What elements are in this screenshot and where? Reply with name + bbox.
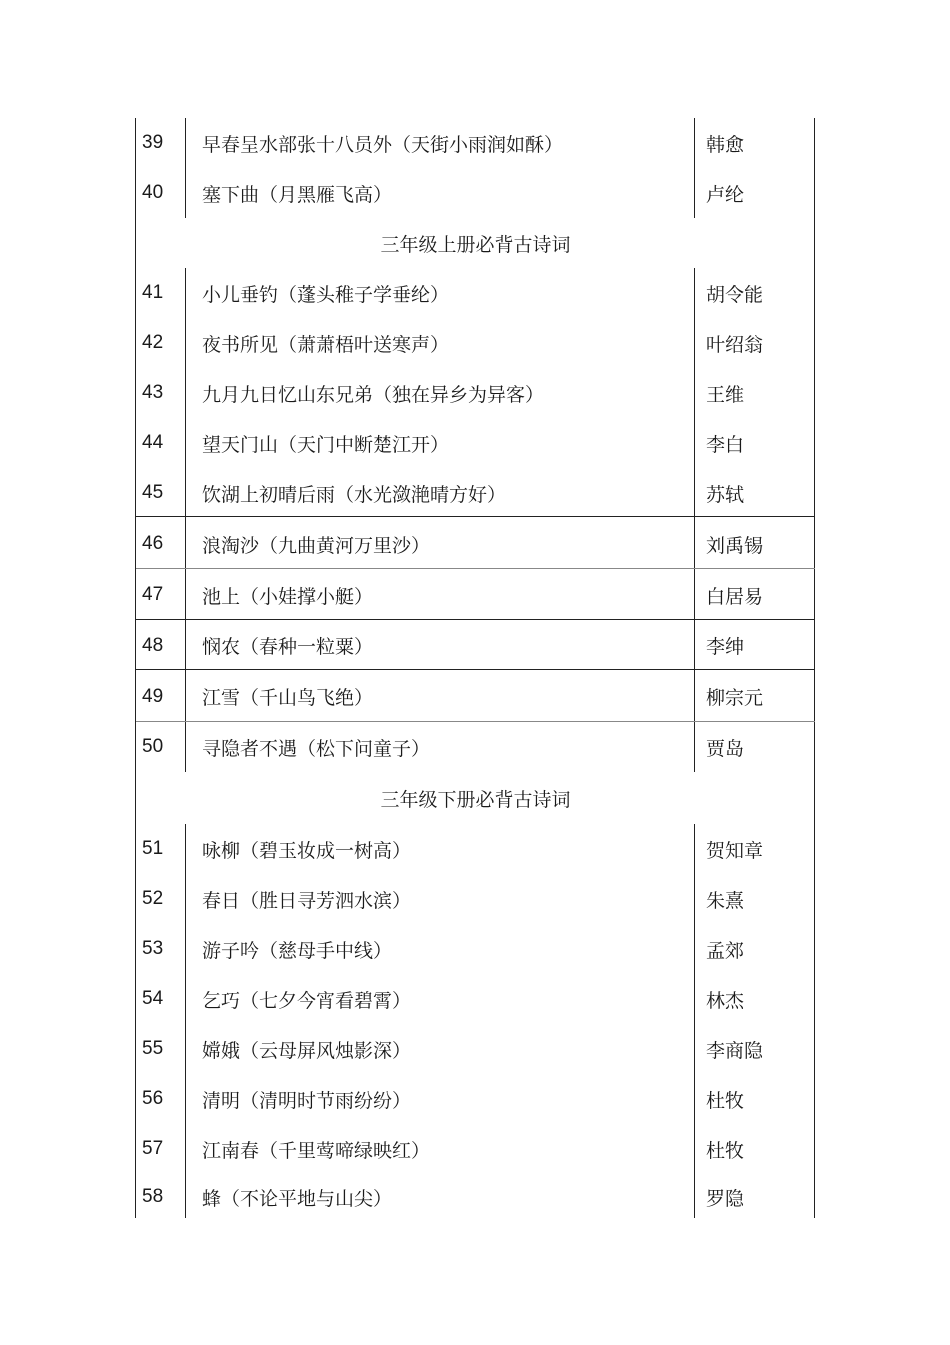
poem-author: 刘禹锡 <box>706 534 764 557</box>
poem-number: 53 <box>142 938 164 959</box>
poem-title: 江雪（千山鸟飞绝） <box>202 687 374 709</box>
poem-author: 李商隐 <box>706 1039 764 1062</box>
poem-number: 47 <box>142 584 164 605</box>
poem-number: 56 <box>142 1088 164 1109</box>
poem-title: 饮湖上初晴后雨（水光潋滟晴方好） <box>202 483 507 506</box>
table-border <box>185 824 186 1218</box>
table-row <box>136 1024 815 1074</box>
table-border <box>136 669 815 670</box>
poem-number: 49 <box>142 685 164 707</box>
table-row <box>136 974 815 1024</box>
poem-author: 柳宗元 <box>706 687 764 709</box>
poem-number: 41 <box>142 282 164 303</box>
poem-title: 寻隐者不遇（松下问童子） <box>202 737 431 760</box>
poem-number: 50 <box>142 736 164 757</box>
poem-title: 早春呈水部张十八员外（天街小雨润如酥） <box>202 133 564 156</box>
poem-title: 蜂（不论平地与山尖） <box>202 1187 393 1210</box>
poem-title: 清明（清明时节雨纷纷） <box>202 1089 412 1112</box>
poem-number: 51 <box>142 838 164 859</box>
table-border <box>694 118 695 218</box>
poem-number: 54 <box>142 988 164 1009</box>
table-row <box>136 570 815 620</box>
poem-title: 江南春（千里莺啼绿映红） <box>202 1139 431 1162</box>
table-border <box>694 268 695 772</box>
poem-author: 叶绍翁 <box>706 333 764 356</box>
poem-author: 朱熹 <box>706 889 745 912</box>
poem-number: 39 <box>142 132 164 153</box>
poem-number: 43 <box>142 382 164 403</box>
poem-author: 李白 <box>706 433 745 456</box>
poem-author: 王维 <box>706 383 745 406</box>
poem-number: 46 <box>142 533 164 554</box>
poem-number: 52 <box>142 888 164 909</box>
table-row <box>136 368 815 418</box>
poem-author: 贾岛 <box>706 737 745 760</box>
poem-author: 白居易 <box>706 585 764 608</box>
poem-title: 夜书所见（萧萧梧叶送寒声） <box>202 333 450 356</box>
table-row <box>136 671 815 722</box>
section-heading: 三年级上册必背古诗词 <box>380 233 571 256</box>
poem-author: 罗隐 <box>706 1187 745 1210</box>
poem-author: 林杰 <box>706 989 745 1012</box>
table-row <box>136 518 815 570</box>
poem-title: 塞下曲（月黑雁飞高） <box>202 183 393 206</box>
poem-title: 乞巧（七夕今宵看碧霄） <box>202 989 412 1012</box>
poem-author: 胡令能 <box>706 283 764 306</box>
table-row <box>136 722 815 772</box>
table-row <box>136 924 815 974</box>
table-row <box>136 468 815 518</box>
poem-author: 苏轼 <box>706 483 745 506</box>
poem-number: 45 <box>142 482 164 503</box>
poem-title: 咏柳（碧玉妆成一树高） <box>202 839 412 862</box>
table-border <box>185 268 186 772</box>
table-border <box>135 118 136 1218</box>
poem-author: 卢纶 <box>706 183 745 206</box>
poem-title: 悯农（春种一粒粟） <box>202 636 374 658</box>
poem-author: 贺知章 <box>706 839 764 862</box>
poem-author: 杜牧 <box>706 1089 745 1112</box>
table-row <box>136 874 815 924</box>
poem-author: 杜牧 <box>706 1139 745 1162</box>
table-row <box>136 168 815 218</box>
poem-number: 44 <box>142 432 164 453</box>
section-heading: 三年级下册必背古诗词 <box>380 788 571 811</box>
poem-number: 55 <box>142 1038 164 1059</box>
poem-title: 游子吟（慈母手中线） <box>202 939 393 962</box>
poem-author: 孟郊 <box>706 939 745 962</box>
poem-title: 池上（小娃撑小艇） <box>202 585 374 608</box>
poem-number: 57 <box>142 1138 164 1159</box>
table-row <box>136 418 815 468</box>
table-border <box>136 568 815 569</box>
table-row <box>136 620 815 671</box>
poem-title: 望天门山（天门中断楚江开） <box>202 433 450 456</box>
poem-number: 40 <box>142 182 164 203</box>
table-border <box>136 619 815 620</box>
poem-author: 李绅 <box>706 636 745 658</box>
poem-author: 韩愈 <box>706 133 745 156</box>
table-row <box>136 318 815 368</box>
poem-title: 九月九日忆山东兄弟（独在异乡为异客） <box>202 383 545 406</box>
table-border <box>694 824 695 1218</box>
table-row <box>136 268 815 318</box>
table-border <box>185 118 186 218</box>
table-row <box>136 824 815 874</box>
poem-title: 嫦娥（云母屏风烛影深） <box>202 1039 412 1062</box>
table-row <box>136 1124 815 1174</box>
poem-title: 小儿垂钓（蓬头稚子学垂纶） <box>202 283 450 306</box>
poem-number: 42 <box>142 332 164 353</box>
table-border <box>136 516 815 517</box>
table-row <box>136 118 815 168</box>
poem-title: 浪淘沙（九曲黄河万里沙） <box>202 534 431 557</box>
table-row <box>136 1174 815 1220</box>
table-row <box>136 1074 815 1124</box>
poem-number: 58 <box>142 1186 164 1207</box>
poem-title: 春日（胜日寻芳泗水滨） <box>202 889 412 912</box>
table-border <box>136 721 815 722</box>
table-border <box>814 118 815 1218</box>
poem-number: 48 <box>142 634 164 656</box>
